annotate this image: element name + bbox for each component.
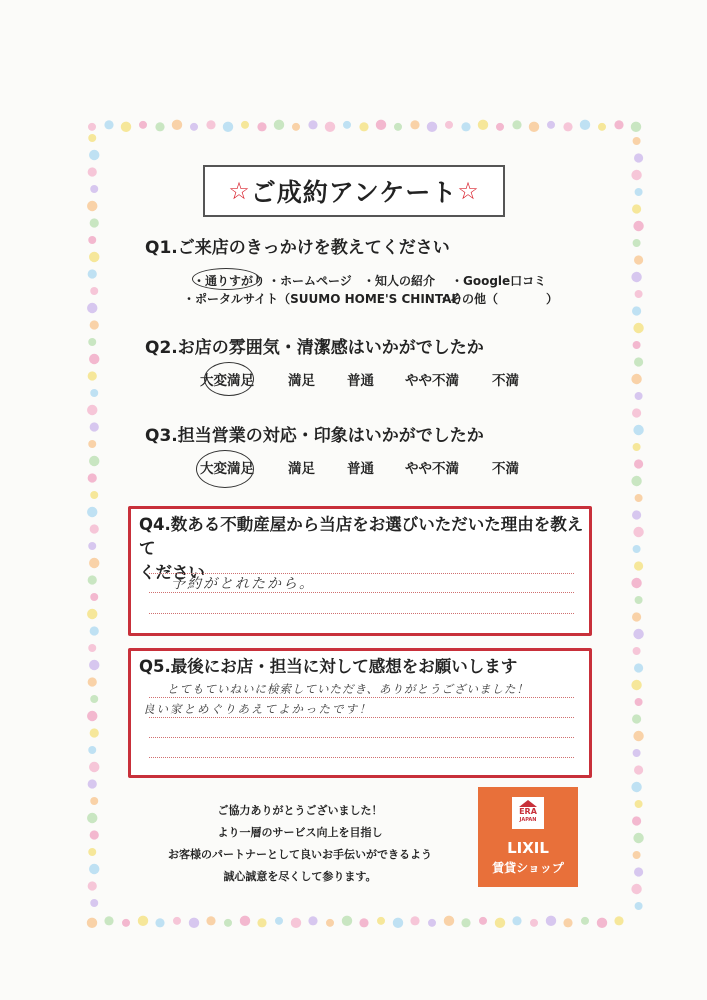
border-dot — [633, 443, 641, 451]
border-dot — [241, 121, 249, 129]
q2-option-very-satisfied[interactable]: 大変満足 — [200, 373, 254, 389]
border-dot — [88, 269, 97, 278]
border-dot — [88, 644, 96, 652]
border-dot — [614, 120, 623, 129]
border-dot — [634, 255, 643, 264]
border-dot — [87, 918, 97, 928]
era-badge-text: ERA — [519, 807, 537, 816]
survey-title-text: ご成約アンケート — [250, 178, 458, 207]
q1-option-referral[interactable]: ・知人の紹介 — [363, 274, 436, 288]
q2-option-somewhat-dissatisfied[interactable]: やや不満 — [405, 373, 459, 389]
q5-label: Q5.最後にお店・担当に対して感想をお願いします — [139, 657, 518, 676]
q3-option-neutral[interactable]: 普通 — [347, 461, 374, 477]
border-dot — [635, 596, 643, 604]
q5-answer-line1[interactable]: とてもていねいに検索していただき、ありがとうございました！ — [167, 682, 530, 696]
border-dot — [88, 677, 97, 686]
border-dot — [634, 459, 643, 468]
q3-option-somewhat-dissatisfied[interactable]: やや不満 — [405, 461, 459, 477]
border-dot — [631, 170, 641, 180]
border-dot — [240, 916, 250, 926]
logo-shop: 賃貸ショップ — [492, 861, 564, 875]
border-dot — [343, 121, 351, 129]
border-dot — [87, 201, 97, 211]
border-dot — [89, 762, 99, 772]
border-dot — [88, 371, 97, 380]
border-dot — [633, 851, 641, 859]
q2-option-satisfied[interactable]: 満足 — [288, 373, 315, 389]
q5-line-4 — [149, 757, 574, 758]
border-dot — [87, 609, 97, 619]
border-dot — [90, 626, 99, 635]
border-dot — [88, 134, 96, 142]
house-roof-icon — [519, 800, 537, 807]
q4-line-3 — [149, 613, 574, 614]
lixil-logo — [478, 787, 578, 887]
border-dot — [631, 680, 641, 690]
border-dot — [461, 122, 470, 131]
q5-line-1 — [149, 697, 574, 698]
border-dot — [88, 779, 97, 788]
border-dot — [633, 731, 643, 741]
border-dot — [87, 405, 97, 415]
border-dot — [89, 558, 99, 568]
q3-label: Q3.担当営業の対応・印象はいかがでしたか — [145, 426, 484, 446]
border-dot — [190, 123, 198, 131]
q4-label-line1: Q4.数ある不動産屋から当店をお選びいただいた理由を教えて — [139, 515, 584, 558]
border-dot — [90, 185, 98, 193]
border-dot — [633, 647, 641, 655]
border-dot — [90, 320, 99, 329]
border-dot — [90, 593, 98, 601]
border-dot — [90, 524, 99, 533]
border-dot — [410, 120, 419, 129]
border-dot — [88, 848, 96, 856]
q3-option-very-satisfied[interactable]: 大変満足 — [200, 461, 254, 477]
border-dot — [633, 833, 643, 843]
border-dot — [90, 830, 99, 839]
border-dot — [359, 122, 368, 131]
thanks-line-2: より一層のサービス向上を目指し — [217, 826, 383, 839]
q1-option-portal[interactable]: ・ポータルサイト（SUUMO HOME'S CHINTAI） — [183, 292, 468, 306]
q2-option-dissatisfied[interactable]: 不満 — [492, 373, 519, 389]
border-dot — [633, 239, 641, 247]
q2-option-neutral[interactable]: 普通 — [347, 373, 374, 389]
border-dot — [427, 122, 437, 132]
border-dot — [495, 918, 505, 928]
border-dot — [172, 120, 182, 130]
border-dot — [633, 323, 643, 333]
star-icon: ☆ — [228, 177, 251, 205]
border-dot — [138, 916, 148, 926]
border-dot — [206, 120, 215, 129]
border-dot — [563, 122, 572, 131]
border-dot — [89, 660, 99, 670]
border-dot — [635, 698, 643, 706]
border-dot — [88, 123, 96, 131]
q5-line-3 — [149, 737, 574, 738]
logo-brand: LIXIL — [507, 839, 549, 857]
border-dot — [633, 629, 643, 639]
border-dot — [512, 916, 521, 925]
border-dot — [634, 867, 643, 876]
border-dot — [359, 918, 368, 927]
border-dot — [614, 916, 623, 925]
border-dot — [292, 123, 300, 131]
border-dot — [90, 287, 98, 295]
border-dot — [631, 884, 641, 894]
border-dot — [291, 918, 301, 928]
q3-selected-circle — [196, 450, 254, 488]
q2-selected-circle — [204, 362, 254, 396]
thanks-line-4: 誠心誠意を尽くして参ります。 — [223, 870, 377, 883]
border-dot — [87, 813, 97, 823]
border-dot — [206, 916, 215, 925]
border-dot — [189, 918, 199, 928]
border-dot — [90, 797, 98, 805]
border-dot — [104, 916, 113, 925]
border-dot — [376, 120, 386, 130]
border-dot — [632, 714, 641, 723]
border-dot — [325, 122, 335, 132]
border-dot — [512, 120, 521, 129]
border-dot — [88, 236, 96, 244]
border-dot — [632, 612, 641, 621]
border-dot — [87, 507, 97, 517]
border-dot — [634, 153, 643, 162]
border-dot — [635, 800, 643, 808]
border-dot — [88, 338, 96, 346]
q3-option-satisfied[interactable]: 満足 — [288, 461, 315, 477]
border-dot — [563, 918, 572, 927]
border-dot — [377, 917, 385, 925]
border-dot — [342, 916, 352, 926]
survey-title — [203, 165, 505, 217]
border-dot — [597, 918, 607, 928]
q1-label: Q1.ご来店のきっかけを教えてください — [145, 238, 450, 258]
border-dot — [410, 916, 419, 925]
border-dot — [428, 919, 436, 927]
border-dot — [257, 918, 266, 927]
border-dot — [89, 354, 99, 364]
border-dot — [88, 473, 97, 482]
border-dot — [631, 476, 641, 486]
border-dot — [445, 121, 453, 129]
border-dot — [631, 374, 641, 384]
border-dot — [633, 341, 641, 349]
border-dot — [479, 917, 487, 925]
border-dot — [90, 218, 99, 227]
border-dot — [634, 663, 643, 672]
border-dot — [631, 272, 641, 282]
q1-option-other[interactable]: ・その他（ ） — [438, 292, 559, 306]
q2-label: Q2.お店の雰囲気・清潔感はいかがでしたか — [145, 338, 484, 358]
border-dot — [633, 527, 643, 537]
border-dot — [529, 122, 539, 132]
border-dot — [598, 123, 606, 131]
border-dot — [257, 122, 266, 131]
border-dot — [88, 542, 96, 550]
border-dot — [530, 919, 538, 927]
border-dot — [274, 120, 284, 130]
border-dot — [104, 120, 113, 129]
border-dot — [478, 120, 488, 130]
q5-box — [128, 648, 592, 778]
q5-answer-line2[interactable]: 良い家とめぐりあえてよかったです！ — [143, 702, 373, 716]
border-dot — [155, 918, 164, 927]
border-dot — [173, 917, 181, 925]
border-dot — [633, 221, 643, 231]
border-dot — [634, 357, 643, 366]
border-dot — [631, 782, 641, 792]
q3-option-dissatisfied[interactable]: 不満 — [492, 461, 519, 477]
border-dot — [88, 881, 97, 890]
border-dot — [635, 290, 643, 298]
border-dot — [308, 916, 317, 925]
thanks-line-1: ご協力ありがとうございました！ — [217, 804, 383, 817]
border-dot — [632, 306, 641, 315]
border-dot — [632, 816, 641, 825]
border-dot — [635, 494, 643, 502]
border-dot — [546, 916, 556, 926]
border-dot — [634, 561, 643, 570]
q1-selected-circle — [192, 268, 260, 290]
thanks-line-3: お客様のパートナーとして良いお手伝いができるよう — [168, 848, 432, 861]
border-dot — [90, 422, 99, 431]
border-dot — [122, 919, 130, 927]
border-dot — [87, 711, 97, 721]
border-dot — [90, 491, 98, 499]
border-dot — [88, 575, 97, 584]
border-dot — [444, 916, 454, 926]
q1-option-passing[interactable]: ・通りすがり — [193, 274, 266, 288]
star-icon: ☆ — [457, 177, 480, 205]
border-dot — [90, 695, 98, 703]
border-dot — [223, 122, 233, 132]
border-dot — [633, 425, 643, 435]
border-dot — [633, 749, 641, 757]
border-dot — [496, 123, 504, 131]
border-dot — [275, 917, 283, 925]
border-dot — [308, 120, 317, 129]
q4-box — [128, 506, 592, 636]
border-dot — [139, 121, 147, 129]
era-badge-icon — [512, 797, 544, 829]
border-dot — [635, 392, 643, 400]
border-dot — [632, 408, 641, 417]
border-dot — [87, 303, 97, 313]
border-dot — [89, 456, 99, 466]
border-dot — [547, 121, 555, 129]
border-dot — [121, 122, 131, 132]
q4-answer[interactable]: 予約がとれたから。 — [171, 576, 315, 592]
thanks-message — [140, 800, 460, 888]
border-dot — [88, 746, 96, 754]
border-dot — [633, 137, 641, 145]
border-dot — [89, 150, 99, 160]
border-dot — [632, 510, 641, 519]
border-dot — [155, 122, 164, 131]
border-dot — [393, 918, 403, 928]
border-dot — [461, 918, 470, 927]
border-dot — [631, 122, 641, 132]
q5-line-2 — [149, 717, 574, 718]
border-dot — [394, 123, 402, 131]
border-dot — [90, 389, 98, 397]
q4-label-line2: ください — [139, 563, 205, 582]
border-dot — [88, 167, 97, 176]
q1-option-homepage[interactable]: ・ホームページ — [268, 274, 352, 288]
border-dot — [89, 252, 99, 262]
border-dot — [90, 899, 98, 907]
q1-option-google[interactable]: ・Google口コミ — [451, 274, 547, 288]
border-dot — [90, 728, 99, 737]
border-dot — [89, 864, 99, 874]
border-dot — [634, 765, 643, 774]
border-dot — [631, 578, 641, 588]
border-dot — [88, 440, 96, 448]
border-dot — [224, 919, 232, 927]
era-badge-sub: JAPAN — [519, 817, 537, 823]
border-dot — [632, 204, 641, 213]
border-dot — [580, 120, 590, 130]
border-dot — [635, 188, 643, 196]
border-dot — [635, 902, 643, 910]
border-dot — [326, 919, 334, 927]
border-dot — [581, 917, 589, 925]
border-dot — [633, 545, 641, 553]
